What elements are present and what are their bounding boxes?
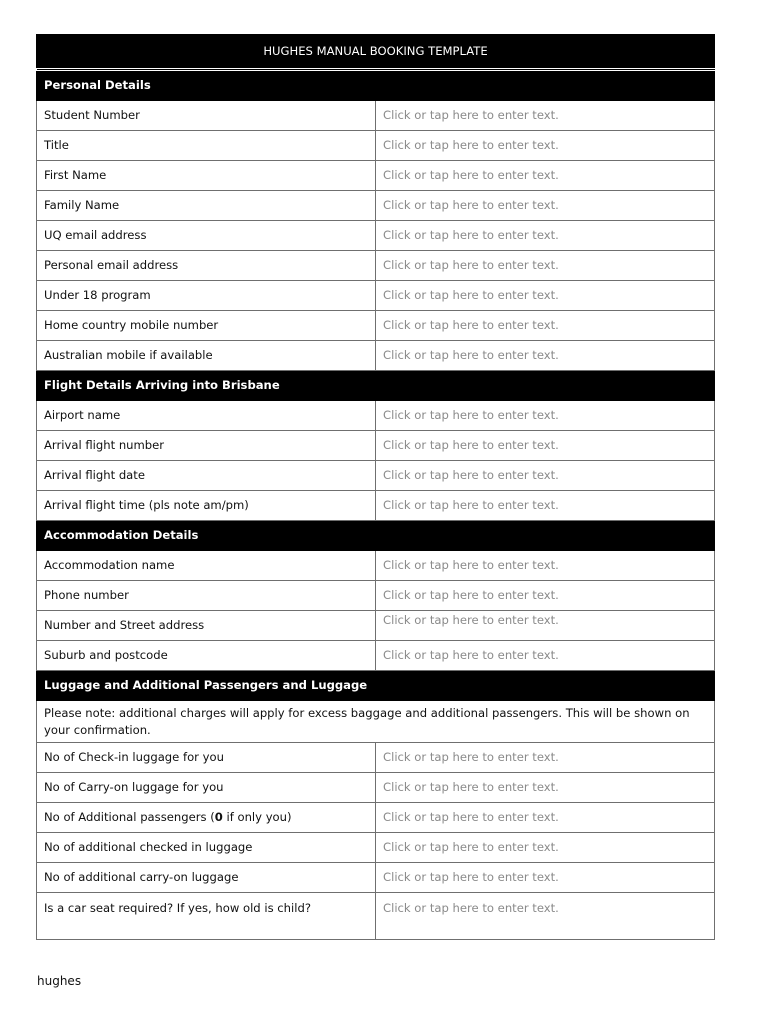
form-title: HUGHES MANUAL BOOKING TEMPLATE bbox=[37, 35, 715, 70]
row-aus-mobile bbox=[37, 341, 715, 371]
row-note bbox=[37, 701, 715, 743]
section-heading: Personal Details bbox=[37, 70, 715, 101]
aus-mobile-label: Australian mobile if available bbox=[37, 341, 376, 371]
title-field[interactable]: Click or tap here to enter text. bbox=[376, 131, 715, 161]
first-name-label: First Name bbox=[37, 161, 376, 191]
accommodation-name-field[interactable]: Click or tap here to enter text. bbox=[376, 551, 715, 581]
footer-text: hughes bbox=[37, 974, 82, 988]
home-mobile-field[interactable]: Click or tap here to enter text. bbox=[376, 311, 715, 341]
first-name-field[interactable]: Click or tap here to enter text. bbox=[376, 161, 715, 191]
flight-time-field[interactable]: Click or tap here to enter text. bbox=[376, 491, 715, 521]
row-additional-passengers bbox=[37, 803, 715, 833]
row-additional-carryon-luggage bbox=[37, 863, 715, 893]
section-personal-details bbox=[37, 70, 715, 101]
row-under-18 bbox=[37, 281, 715, 311]
under-18-field[interactable]: Click or tap here to enter text. bbox=[376, 281, 715, 311]
row-additional-checked-luggage bbox=[37, 833, 715, 863]
section-flight-details bbox=[37, 371, 715, 401]
section-luggage-details bbox=[37, 671, 715, 701]
row-checkin-luggage-you bbox=[37, 743, 715, 773]
checkin-luggage-you-field[interactable]: Click or tap here to enter text. bbox=[376, 743, 715, 773]
phone-field[interactable]: Click or tap here to enter text. bbox=[376, 581, 715, 611]
suburb-postcode-field[interactable]: Click or tap here to enter text. bbox=[376, 641, 715, 671]
additional-checked-luggage-field[interactable]: Click or tap here to enter text. bbox=[376, 833, 715, 863]
airport-field[interactable]: Click or tap here to enter text. bbox=[376, 401, 715, 431]
row-first-name bbox=[37, 161, 715, 191]
student-number-label: Student Number bbox=[37, 101, 376, 131]
suburb-postcode-label: Suburb and postcode bbox=[37, 641, 376, 671]
car-seat-label: Is a car seat required? If yes, how old is child? bbox=[37, 893, 376, 940]
carryon-luggage-you-label: No of Carry-on luggage for you bbox=[37, 773, 376, 803]
row-flight-date bbox=[37, 461, 715, 491]
family-name-label: Family Name bbox=[37, 191, 376, 221]
personal-email-field[interactable]: Click or tap here to enter text. bbox=[376, 251, 715, 281]
row-phone bbox=[37, 581, 715, 611]
additional-passengers-label-post: if only you) bbox=[222, 810, 292, 824]
phone-label: Phone number bbox=[37, 581, 376, 611]
luggage-note: Please note: additional charges will apply for excess baggage and additional passengers. This will be shown on your confirmation. bbox=[37, 701, 715, 743]
personal-email-label: Personal email address bbox=[37, 251, 376, 281]
row-student-number bbox=[37, 101, 715, 131]
title-row bbox=[37, 35, 715, 70]
home-mobile-label: Home country mobile number bbox=[37, 311, 376, 341]
row-uq-email bbox=[37, 221, 715, 251]
title-label: Title bbox=[37, 131, 376, 161]
additional-passengers-label-bold: 0 bbox=[214, 810, 223, 824]
additional-carryon-luggage-field[interactable]: Click or tap here to enter text. bbox=[376, 863, 715, 893]
accommodation-name-label: Accommodation name bbox=[37, 551, 376, 581]
row-home-mobile bbox=[37, 311, 715, 341]
street-address-field[interactable]: Click or tap here to enter text. bbox=[376, 611, 715, 641]
flight-number-field[interactable]: Click or tap here to enter text. bbox=[376, 431, 715, 461]
checkin-luggage-you-label: No of Check-in luggage for you bbox=[37, 743, 376, 773]
airport-label: Airport name bbox=[37, 401, 376, 431]
additional-passengers-field[interactable]: Click or tap here to enter text. bbox=[376, 803, 715, 833]
row-title bbox=[37, 131, 715, 161]
section-heading: Flight Details Arriving into Brisbane bbox=[37, 371, 715, 401]
section-heading: Luggage and Additional Passengers and Luggage bbox=[37, 671, 715, 701]
row-flight-number bbox=[37, 431, 715, 461]
flight-time-label: Arrival flight time (pls note am/pm) bbox=[37, 491, 376, 521]
carryon-luggage-you-field[interactable]: Click or tap here to enter text. bbox=[376, 773, 715, 803]
street-address-label: Number and Street address bbox=[37, 611, 376, 641]
section-accommodation-details bbox=[37, 521, 715, 551]
additional-carryon-luggage-label: No of additional carry-on luggage bbox=[37, 863, 376, 893]
flight-date-field[interactable]: Click or tap here to enter text. bbox=[376, 461, 715, 491]
additional-passengers-label bbox=[37, 803, 376, 833]
uq-email-label: UQ email address bbox=[37, 221, 376, 251]
uq-email-field[interactable]: Click or tap here to enter text. bbox=[376, 221, 715, 251]
additional-checked-luggage-label: No of additional checked in luggage bbox=[37, 833, 376, 863]
row-personal-email bbox=[37, 251, 715, 281]
booking-table bbox=[36, 34, 715, 940]
aus-mobile-field[interactable]: Click or tap here to enter text. bbox=[376, 341, 715, 371]
additional-passengers-label-pre: No of Additional passengers ( bbox=[44, 810, 215, 824]
row-flight-time bbox=[37, 491, 715, 521]
flight-number-label: Arrival flight number bbox=[37, 431, 376, 461]
row-street-address bbox=[37, 611, 715, 641]
student-number-field[interactable]: Click or tap here to enter text. bbox=[376, 101, 715, 131]
row-accommodation-name bbox=[37, 551, 715, 581]
row-carryon-luggage-you bbox=[37, 773, 715, 803]
row-suburb-postcode bbox=[37, 641, 715, 671]
row-car-seat bbox=[37, 893, 715, 940]
row-airport bbox=[37, 401, 715, 431]
section-heading: Accommodation Details bbox=[37, 521, 715, 551]
family-name-field[interactable]: Click or tap here to enter text. bbox=[376, 191, 715, 221]
car-seat-field[interactable]: Click or tap here to enter text. bbox=[376, 893, 715, 940]
under-18-label: Under 18 program bbox=[37, 281, 376, 311]
row-family-name bbox=[37, 191, 715, 221]
booking-form bbox=[36, 34, 715, 940]
flight-date-label: Arrival flight date bbox=[37, 461, 376, 491]
